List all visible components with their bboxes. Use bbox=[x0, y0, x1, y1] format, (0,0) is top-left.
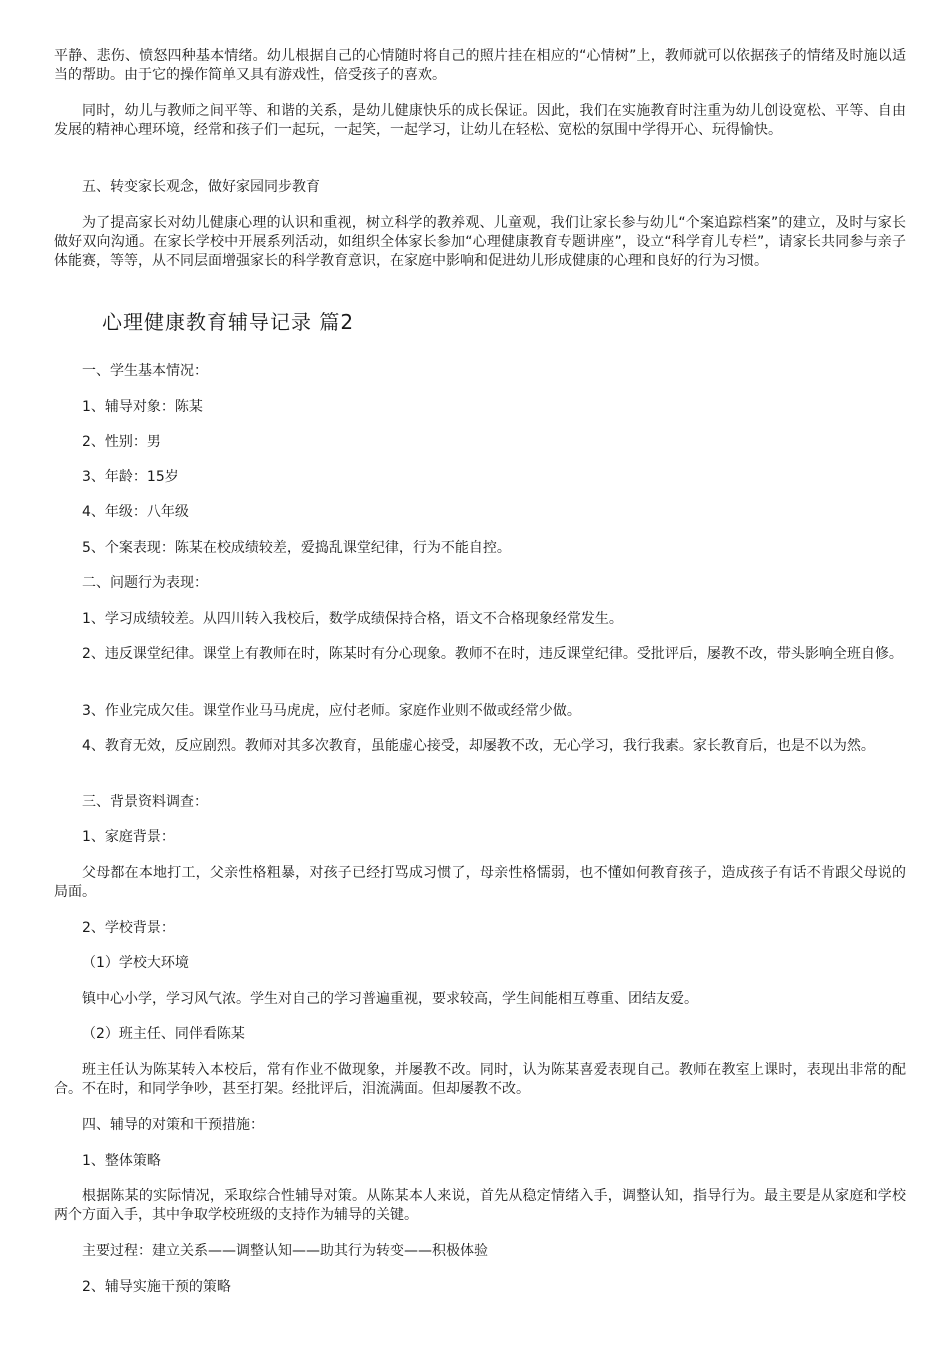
list-item: 父母都在本地打工，父亲性格粗暴，对孩子已经打骂成习惯了，母亲性格懦弱，也不懂如何教育孩子，造成孩子有话不肯跟父母说的局面。 bbox=[54, 865, 906, 900]
list-item: 2、违反课堂纪律。课堂上有教师在时，陈某时有分心现象。教师不在时，违反课堂纪律。受批评后，屡教不改，带头影响全班自修。 bbox=[82, 646, 903, 662]
paragraph-equality: 同时，幼儿与教师之间平等、和谐的关系，是幼儿健康快乐的成长保证。因此，我们在实施教育时注重为幼儿创设宽松、平等、自由发展的精神心理环境，经常和孩子们一起玩，一起笑，一起学习，让幼儿在轻松、宽松的氛围中学得开心、玩得愉快。 bbox=[54, 103, 906, 138]
list-item: 1、学习成绩较差。从四川转入我校后，数学成绩保持合格，语文不合格现象经常发生。 bbox=[82, 611, 623, 627]
list-item: 镇中心小学，学习风气浓。学生对自己的学习普遍重视，要求较高，学生间能相互尊重、团结友爱。 bbox=[82, 991, 698, 1007]
list-item: 4、年级：八年级 bbox=[82, 504, 189, 520]
list-item: 3、作业完成欠佳。课堂作业马马虎虎，应付老师。家庭作业则不做或经常少做。 bbox=[82, 703, 581, 719]
list-item: 1、家庭背景： bbox=[82, 829, 175, 845]
list-item: 班主任认为陈某转入本校后，常有作业不做现象，并屡教不改。同时，认为陈某喜爱表现自己。教师在教室上课时，表现出非常的配合。不在时，和同学争吵，甚至打架。经批评后，泪流满面。但却屡教不改。 bbox=[54, 1062, 906, 1097]
list-item: 根据陈某的实际情况，采取综合性辅导对策。从陈某本人来说，首先从稳定情绪入手，调整认知，指导行为。最主要是从家庭和学校两个方面入手，其中争取学校班级的支持作为辅导的关键。 bbox=[54, 1188, 906, 1223]
list-item: 2、性别：男 bbox=[82, 434, 161, 450]
list-item: 四、辅导的对策和干预措施： bbox=[82, 1117, 264, 1133]
paragraph-emotions: 平静、悲伤、愤怒四种基本情绪。幼儿根据自己的心情随时将自己的照片挂在相应的“心情树”上，教师就可以依据孩子的情绪及时施以适当的帮助。由于它的操作简单又具有游戏性，倍受孩子的喜欢。 bbox=[54, 48, 906, 83]
list-item: 3、年龄：15岁 bbox=[82, 469, 179, 485]
list-item: 5、个案表现：陈某在校成绩较差，爱捣乱课堂纪律，行为不能自控。 bbox=[82, 540, 511, 556]
list-item: 2、辅导实施干预的策略 bbox=[82, 1279, 231, 1295]
list-item: 1、整体策略 bbox=[82, 1153, 161, 1169]
list-item: （1）学校大环境 bbox=[82, 955, 189, 971]
list-item: 二、问题行为表现： bbox=[82, 575, 208, 591]
section-heading-parents: 五、转变家长观念，做好家园同步教育 bbox=[82, 179, 320, 195]
article-title: 心理健康教育辅导记录 篇2 bbox=[102, 310, 355, 334]
list-item: 三、背景资料调查： bbox=[82, 794, 208, 810]
paragraph-parents: 为了提高家长对幼儿健康心理的认识和重视，树立科学的教养观、儿童观，我们让家长参与幼儿“个案追踪档案”的建立，及时与家长做好双向沟通。在家长学校中开展系列活动，如组织全体家长参加“心理健康教育专题讲座”，设立“科学育儿专栏”，请家长共同参与亲子体能赛，等等，从不同层面增强家长的科学教育意识，在家庭中影响和促进幼儿形成健康的心理和良好的行为习惯。 bbox=[54, 215, 906, 269]
list-item: 一、学生基本情况： bbox=[82, 363, 208, 379]
list-item: 主要过程：建立关系——调整认知——助其行为转变——积极体验 bbox=[82, 1243, 488, 1259]
list-item: 4、教育无效，反应剧烈。教师对其多次教育，虽能虚心接受，却屡教不改，无心学习，我行我素。家长教育后，也是不以为然。 bbox=[82, 738, 875, 754]
list-item: 2、学校背景： bbox=[82, 920, 175, 936]
list-item: 1、辅导对象：陈某 bbox=[82, 399, 203, 415]
list-item: （2）班主任、同伴看陈某 bbox=[82, 1026, 245, 1042]
